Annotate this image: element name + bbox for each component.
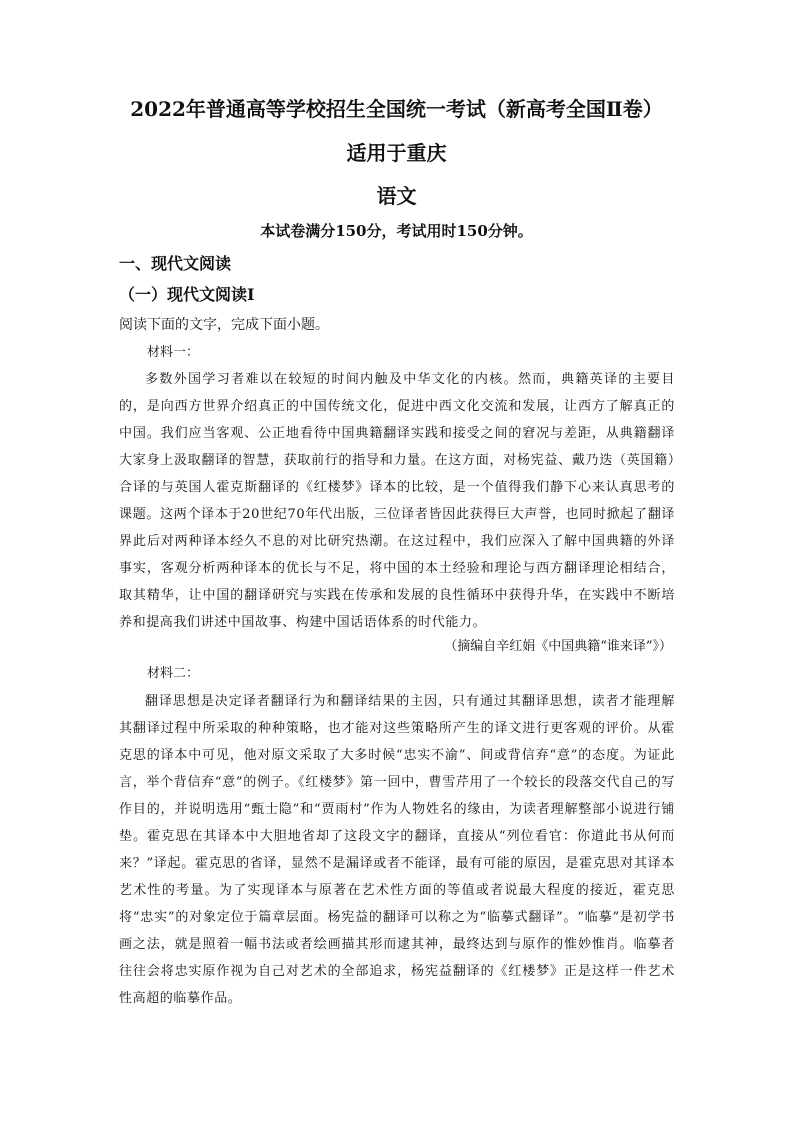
material-2-text: 翻译思想是决定译者翻译行为和翻译结果的主因，只有通过其翻译思想，读者才能理解其翻译过程中所采取的种种策略，也才能对这些策略所产生的译文进行更客观的评价。从霍克思的译本中可见，他对原文采取了大多时候“忠实不渝”、间或背信弃“意”的态度。为证此言，举个背信弃“意”的例子。《红楼梦》第一回中，曹雪芹用了一个较长的段落交代自己的写作目的，并说明选用“甄士隐”和“贾雨村”作为人物姓名的缘由，为读者理解整部小说进行铺垫。霍克思在其译本中大胆地省却了这段文字的翻译，直接从“列位看官：你道此书从何而来？”译起。霍克思的省译，显然不是漏译或者不能译，最有可能的原因，是霍克思对其译本艺术性的考量。为了实现译本与原著在艺术性方面的等值或者说最大程度的接近，霍克思将“忠实”的对象定位于篇章层面。杨宪益的翻译可以称之为“临摹式翻译”。“临摹”是初学书画之法，就是照着一幅书法或者绘画描其形而逮其神，最终达到与原作的惟妙惟肖。临摹者往往会将忠实原作视为自己对艺术的全部追求，杨宪益翻译的《红楼梦》正是这样一件艺术性高超的临摹作品。 [119, 694, 675, 1006]
exam-region: 适用于重庆 [346, 141, 447, 165]
material-1-label: 材料一： [147, 345, 200, 360]
exam-title: 2022年普通高等学校招生全国统一考试（新高考全国Ⅱ卷） [130, 97, 663, 121]
score-info: 本试卷满分150分，考试用时150分钟。 [260, 222, 533, 240]
section-heading: 一、现代文阅读 [119, 254, 232, 273]
material-2-label: 材料二： [147, 666, 200, 681]
exam-subject: 语文 [376, 184, 417, 208]
instruction: 阅读下面的文字，完成下面小题。 [119, 317, 329, 333]
material-1-source: （摘编自辛红娟《中国典籍“谁来译”》） [444, 639, 672, 654]
section-subheading: （一）现代文阅读Ⅰ [119, 285, 255, 304]
material-1-text: 多数外国学习者难以在较短的时间内触及中华文化的内核。然而，典籍英译的主要目的，是向西方世界介绍真正的中国传统文化，促进中西文化交流和发展，让西方了解真正的中国。我们应当客观、公正地看待中国典籍翻译实践和接受之间的窘况与差距，从典籍翻译大家身上汲取翻译的智慧，获取前行的指导和力量。在这方面，对杨宪益、戴乃迭（英国籍）合译的与英国人霍克斯翻译的《红楼梦》译本的比较，是一个值得我们静下心来认真思考的课题。这两个译本于20世纪70年代出版，三位译者皆因此获得巨大声誉，也同时掀起了翻译界此后对两种译本经久不息的对比研究热潮。在这过程中，我们应深入了解中国典籍的外译事实，客观分析两种译本的优长与不足，将中国的本土经验和理论与西方翻译理论相结合，取其精华，让中国的翻译研究与实践在传承和发展的良性循环中获得升华，在实践中不断培养和提高我们讲述中国故事、构建中国话语体系的时代能力。 [119, 372, 675, 630]
